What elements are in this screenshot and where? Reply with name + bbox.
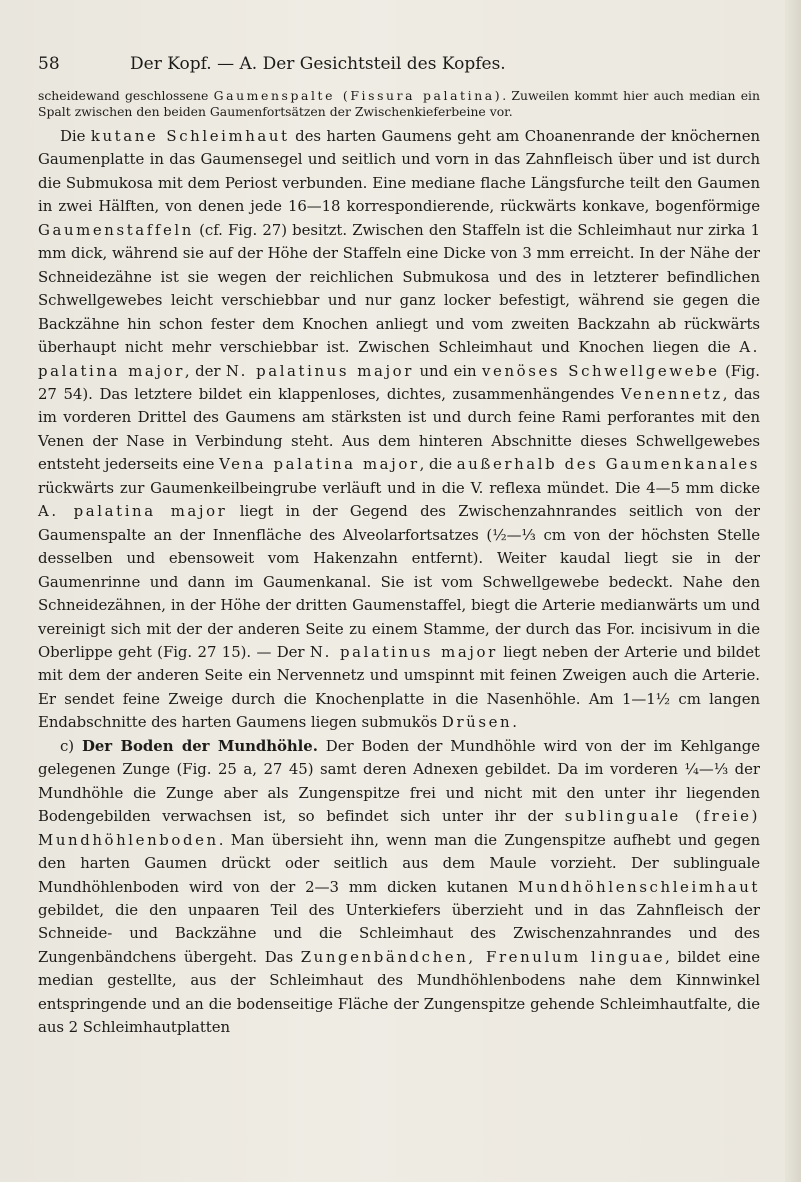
emphasized-term: venöses Schwellgewebe: [482, 361, 720, 380]
emphasized-term: sublinguale (freie) Mundhöhlenboden: [38, 807, 760, 849]
running-title: Der Kopf. — A. Der Gesichtsteil des Kopfes.: [130, 54, 506, 74]
emphasized-term: Gaumenspalte (Fissura palatina): [213, 88, 503, 103]
text-run: (cf. Fig. 27) besitzt. Zwischen den Staffeln ist die Schleimhaut nur zirka 1 mm dick, während sie auf der Höhe der Staffeln eine Dicke von 3 mm erreicht. In der Nähe der Schneidezähne ist sie wegen der reichlichen Submukosa und des in letzterer befindlichen Schwellgewebes leicht verschiebbar und nur ganz locker befestigt, während sie gegen die Backzähne hin schon fester dem Knochen anliegt und vom zweiten Backzahn ab rückwärts überhaupt nicht mehr verschiebbar ist. Zwischen Schleimhaut und Knochen liegen die: [38, 220, 760, 357]
emphasized-term: Vena palatina major: [219, 455, 420, 474]
text-run: gebildet, die den unpaaren Teil des Unterkiefers überzieht und in das Zahnfleisch der Schneide- und Backzähne und die Schleimhaut des Zwischenzahnrandes und des Zungenbändchens übergeht. Das: [38, 900, 760, 966]
text-run: (Fig. 27 54). Das letztere bildet ein klappenloses, dichtes, zusammenhängendes: [38, 361, 760, 403]
text-run: . Man übersieht ihn, wenn man die Zungenspitze aufhebt und gegen den harten Gaumen drückt oder seitlich aus dem Maule vorzieht. Der sublinguale Mundhöhlenboden wird von der 2—3 mm dicken kutanen: [38, 830, 760, 896]
paragraph-continuation: [38, 88, 760, 120]
emphasized-term: kutane Schleimhaut: [90, 127, 290, 145]
section-marker: c): [60, 736, 83, 755]
text-run: , der: [184, 361, 226, 380]
paragraph-kutane-schleimhaut: [38, 125, 760, 735]
emphasized-term: Drüsen: [441, 713, 513, 732]
text-run: liegt neben der Arterie und bildet mit dem der anderen Seite ein Nervennetz und umspinnt mit feinen Zweigen auch die Arterie. Er sendet feine Zweige durch die Knochenplatte in die Nasenhöhle. Am 1—1½ cm langen Endabschnitte des harten Gaumens liegen submukös: [38, 642, 760, 732]
text-run: . Zuweilen kommt hier auch median ein Spalt zwischen den beiden Gaumenfortsätzen der Zwischenkieferbeine vor.: [38, 88, 760, 119]
body-text: [38, 88, 760, 1040]
emphasized-term: Venennetz: [620, 384, 723, 403]
text-run: .: [512, 713, 517, 732]
text-run: des harten Gaumens geht am Choanenrande der knöchernen Gaumenplatte in das Gaumensegel und seitlich und vorn in das Zahnfleisch über und ist durch die Submukosa mit dem Periost verbunden. Eine mediane flache Längsfurche teilt den Gaumen in zwei Hälften, von denen jede 16—18 korrespondierende, rückwärts konkave, bogenförmige: [38, 127, 761, 216]
emphasized-term: N. palatinus major: [309, 642, 498, 661]
text-run: , die: [419, 455, 457, 474]
emphasized-term: N. palatinus major: [225, 361, 414, 380]
page-header: [38, 54, 758, 74]
text-run: und ein: [413, 361, 483, 380]
paragraph-boden-der-mundhoehle: [38, 735, 760, 1040]
emphasized-term: Gaumenstaffeln: [38, 220, 194, 239]
text-run: , bildet eine median gestellte, aus der Schleimhaut des Mundhöhlenbodens nahe dem Kinnwinkel entspringende und an die bodenseitige Fläche der Zungenspitze gehende Schleimhautfalte, die aus 2 Schleimhautplatten: [38, 947, 760, 1037]
emphasized-term: außerhalb des Gaumenkanales: [456, 455, 761, 474]
text-run: rückwärts zur Gaumenkeilbeingrube verläuft und in die V. reflexa mündet. Die 4—5 mm dicke: [38, 478, 760, 497]
section-heading: Der Boden der Mundhöhle.: [82, 736, 318, 755]
page-number: 58: [38, 54, 60, 74]
text-run: Der Boden der Mundhöhle wird von der im Kehlgange gelegenen Zunge (Fig. 25 a, 27 45) samt deren Adnexen gebildet. Da im vorderen ¼—⅓ der Mundhöhle die Zunge aber als Zungenspitze frei und nicht mit den unter ihr liegenden Bodengebilden verwachsen ist, so befindet sich unter ihr der: [38, 736, 760, 826]
text-run: , das im vorderen Drittel des Gaumens am stärksten ist und durch feine Rami perforantes mit den Venen der Nase in Verbindung steht. Aus dem hinteren Abschnitte dieses Schwellgewebes entsteht jederseits eine: [38, 384, 760, 474]
emphasized-term: A. palatina major: [38, 338, 760, 380]
emphasized-term: Mundhöhlenschleimhaut: [518, 877, 760, 896]
emphasized-term: Zungenbändchen, Frenulum linguae: [300, 947, 666, 966]
page-edge-shadow: [785, 0, 801, 1182]
emphasized-term: A. palatina major: [38, 502, 228, 521]
text-run: Die: [60, 127, 91, 145]
text-run: liegt in der Gegend des Zwischenzahnrandes seitlich von der Gaumenspalte an der Innenfläche des Alveolarfortsatzes (½—⅓ cm von der höchsten Stelle desselben und ebensoweit vom Hakenzahn entfernt). Weiter kaudal liegt sie in der Gaumenrinne und dann im Gaumenkanal. Sie ist vom Schwellgewebe bedeckt. Nahe den Schneidezähnen, in der Höhe der dritten Gaumenstaffel, biegt die Arterie medianwärts um und vereinigt sich mit der der anderen Seite zu einem Stamme, der durch das For. incisivum in die Oberlippe geht (Fig. 27 15). — Der: [38, 502, 760, 661]
text-run: scheidewand geschlossene: [38, 88, 214, 103]
